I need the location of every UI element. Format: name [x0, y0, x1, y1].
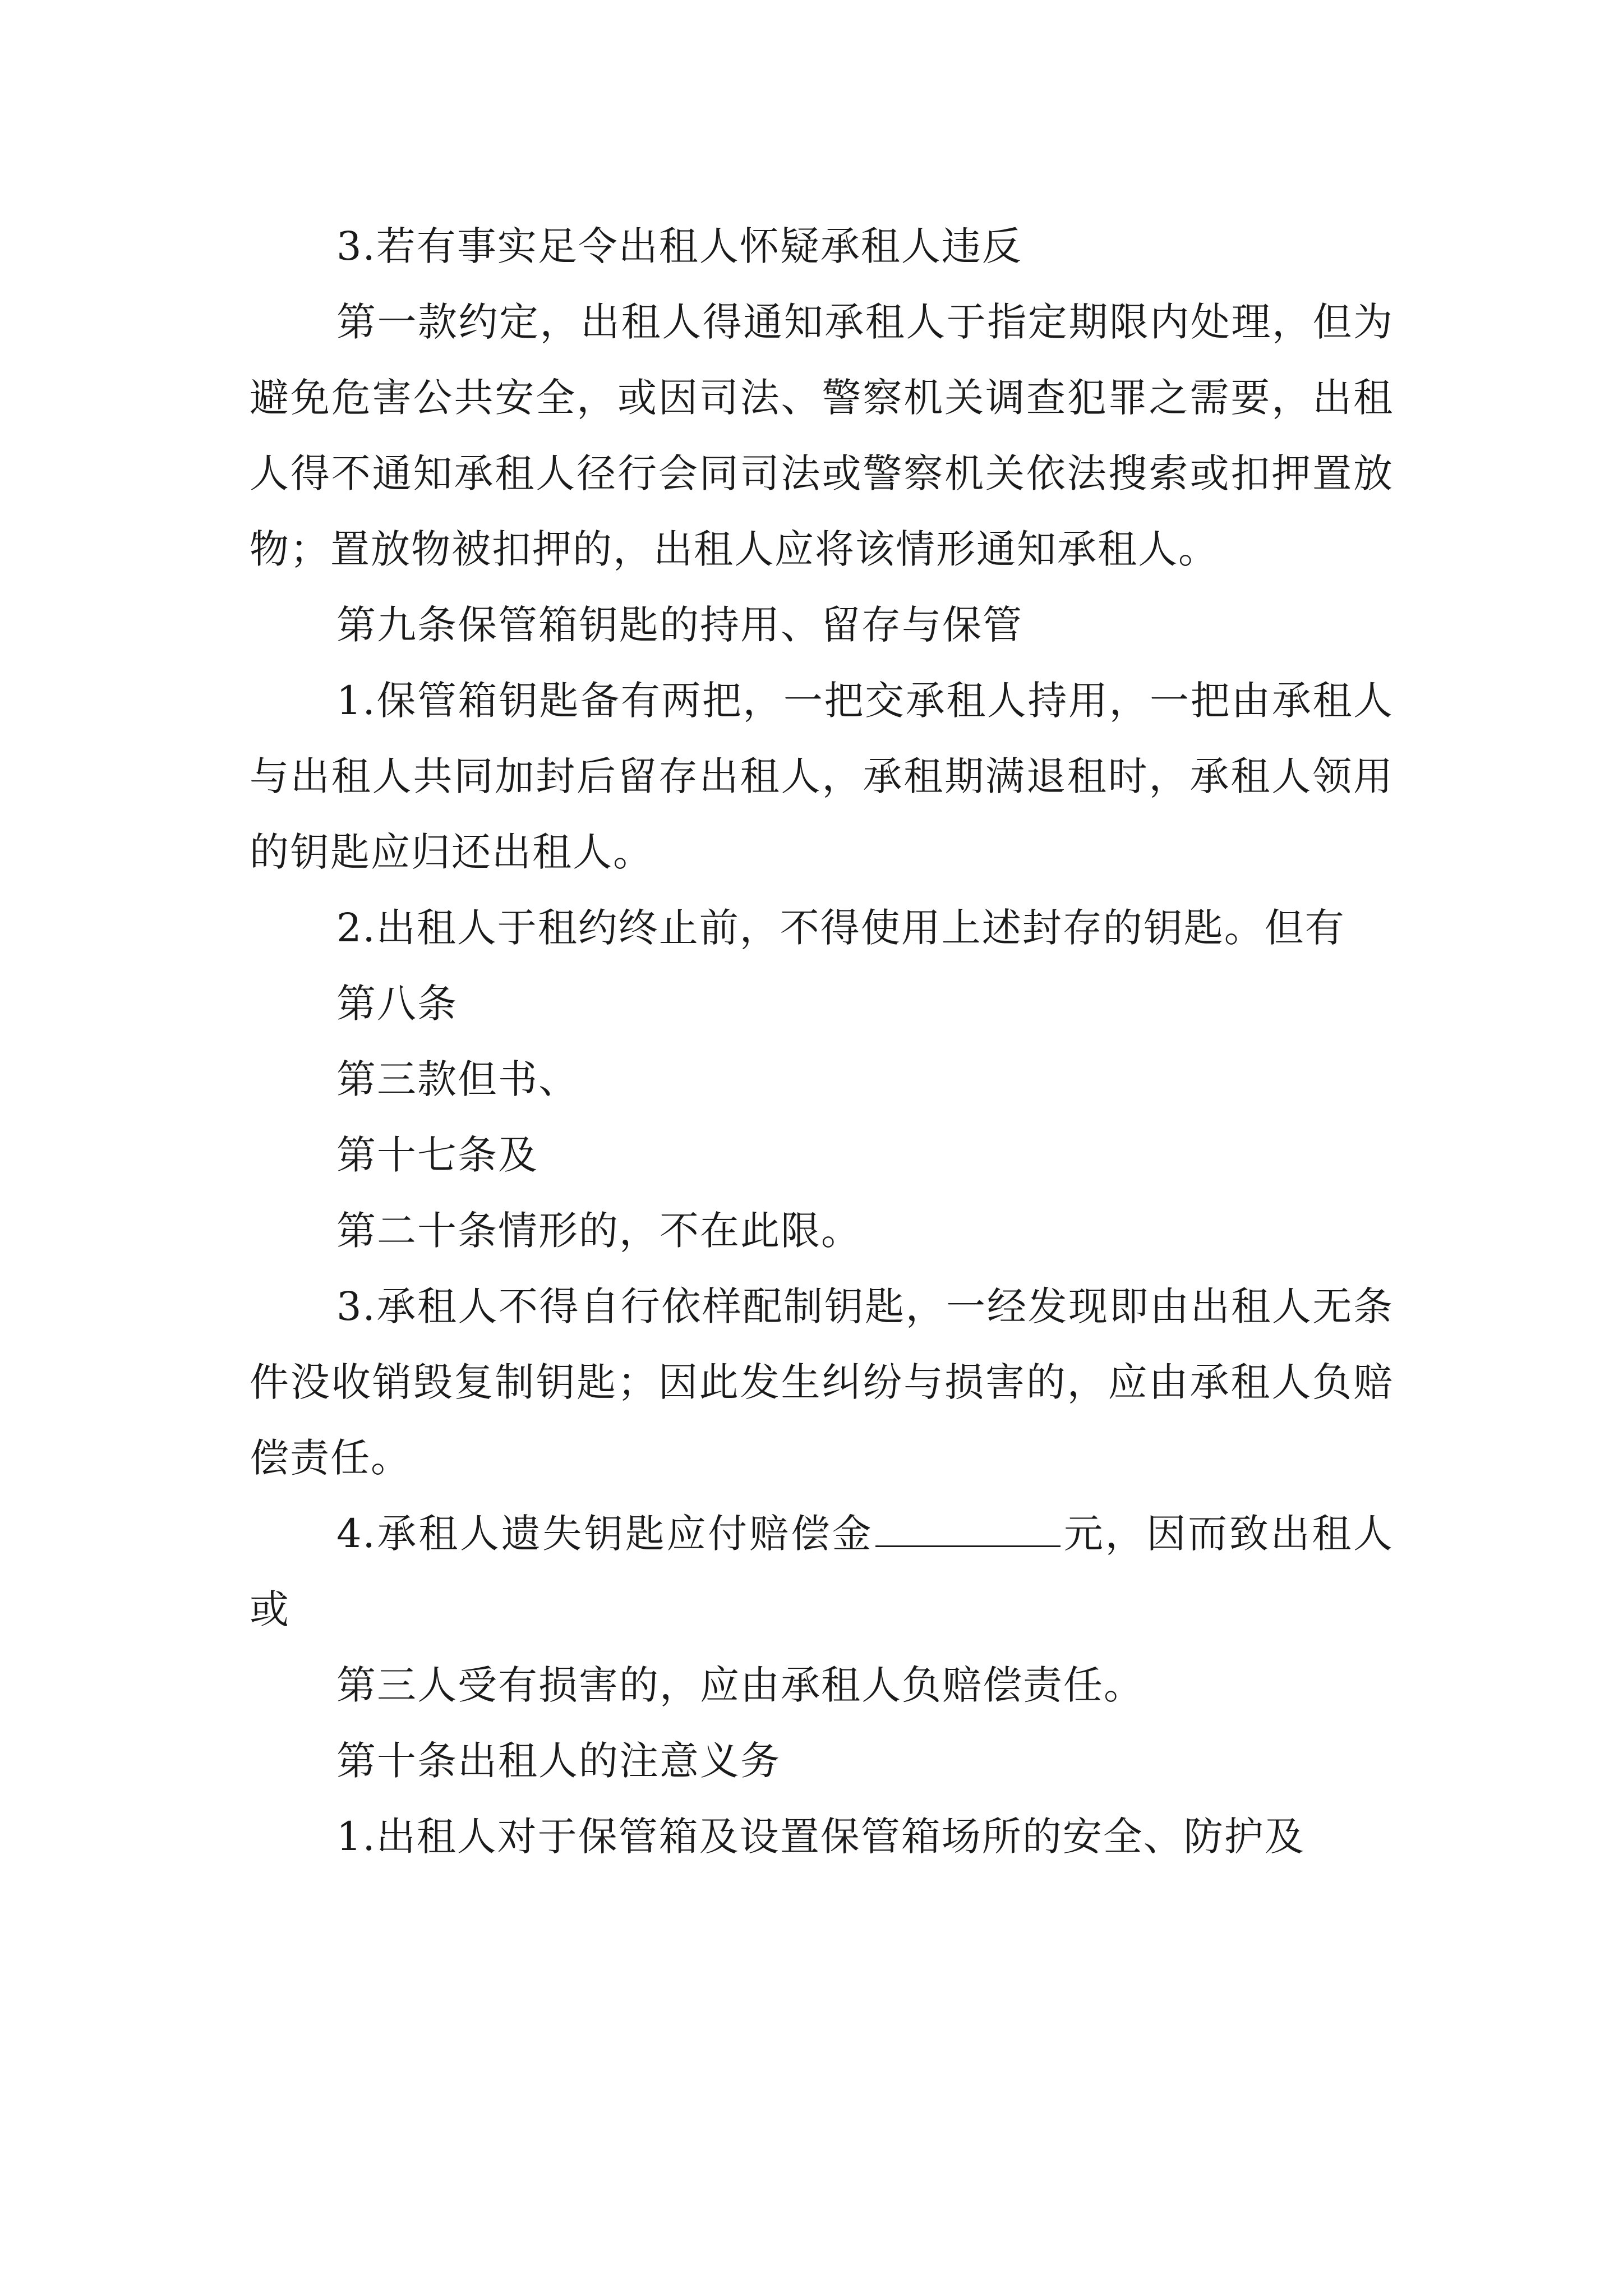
- paragraph: 第三款但书、: [336, 1056, 579, 1102]
- paragraph: 3.若有事实足令出租人怀疑承租人违反: [336, 223, 1022, 269]
- paragraph: 第十七条及: [336, 1132, 538, 1178]
- article-heading: 第九条保管箱钥匙的持用、留存与保管: [336, 602, 1023, 648]
- paragraph-text: 4.承租人遗失钥匙应付赔偿金: [336, 1511, 874, 1557]
- paragraph: 第三人受有损害的，应由承租人负赔偿责任。: [336, 1662, 1144, 1708]
- paragraph: 3.承租人不得自行依样配制钥匙，一经发现即由出租人无条件没收销毁复制钥匙；因此发生纠纷与损害的，应由承租人负赔偿责任。: [250, 1283, 1394, 1481]
- paragraph: 第一款约定，出租人得通知承租人于指定期限内处理，但为避免危害公共安全，或因司法、警察机关调查犯罪之需要，出租人得不通知承租人径行会同司法或警察机关依法搜索或扣押置放物；置放物被扣押的，出租人应将该情形通知承租人。: [250, 299, 1394, 572]
- amount-blank-line: [875, 1511, 1061, 1547]
- paragraph: 1.出租人对于保管箱及设置保管箱场所的安全、防护及: [336, 1814, 1305, 1860]
- article-heading: 第十条出租人的注意义务: [336, 1738, 781, 1784]
- paragraph: 第二十条情形的，不在此限。: [336, 1208, 861, 1254]
- paragraph-text: 元，因而致出租人或: [250, 1511, 1394, 1632]
- paragraph: 1.保管箱钥匙备有两把，一把交承租人持用，一把由承租人与出租人共同加封后留存出租人，承租期满退租时，承租人领用的钥匙应归还出租人。: [250, 678, 1394, 875]
- document-body: [250, 209, 1394, 1875]
- paragraph: 2.出租人于租约终止前，不得使用上述封存的钥匙。但有: [336, 905, 1345, 951]
- paragraph: 第八条: [336, 981, 458, 1027]
- paragraph: [250, 1496, 1394, 1648]
